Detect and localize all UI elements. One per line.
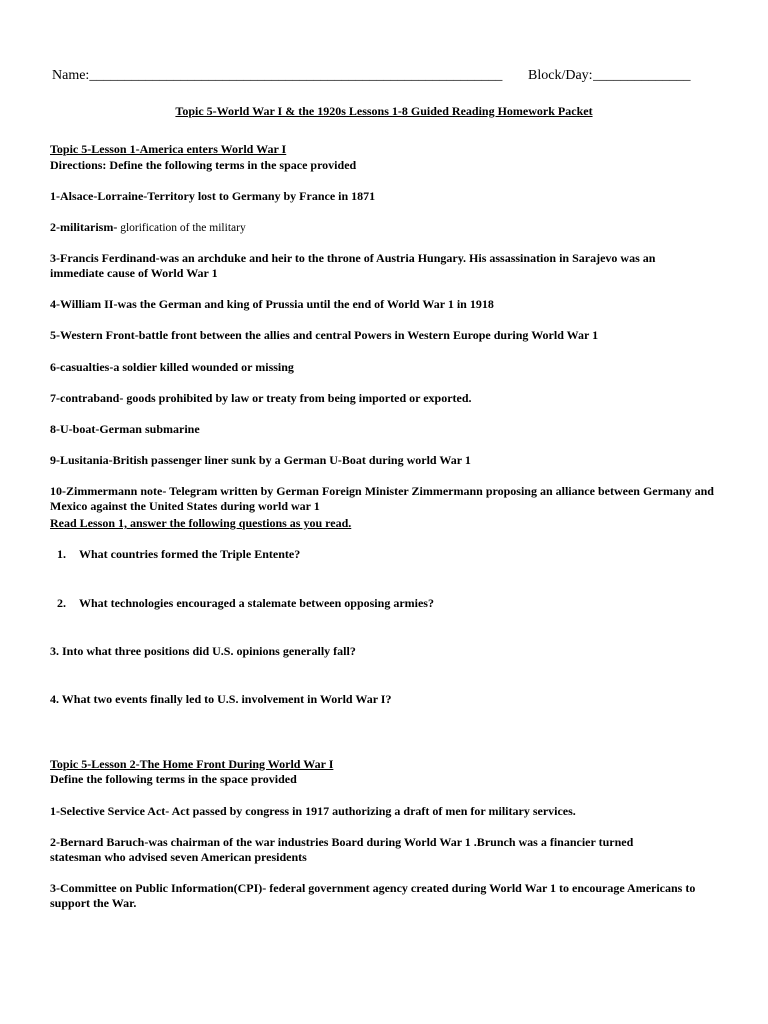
block-day-blank[interactable]: ______________ (592, 68, 691, 83)
lesson2-term-2: 2-Bernard Baruch-was chairman of the war industries Board during World War 1 .Brunch was a financier turned statesman who advised seven American presidents (50, 835, 634, 864)
term-9: 9-Lusitania-British passenger liner sunk by a German U-Boat during world War 1 (50, 453, 471, 467)
lesson1-heading: Topic 5-Lesson 1-America enters World War I (50, 142, 287, 156)
term-2-label: 2-militarism- (50, 220, 118, 234)
lesson1-directions: Directions: Define the following terms in the space provided (50, 158, 357, 172)
name-blank[interactable]: ___________________________________________________________ (89, 68, 503, 83)
term-2 (50, 220, 246, 236)
packet-title: Topic 5-World War I & the 1920s Lessons 1-8 Guided Reading Homework Packet (175, 104, 593, 118)
question-2-text: What technologies encouraged a stalemate between opposing armies? (79, 596, 434, 610)
term-6: 6-casualties-a soldier killed wounded or missing (50, 360, 294, 374)
lesson2-term-1: 1-Selective Service Act- Act passed by congress in 1917 authorizing a draft of men for military services. (50, 804, 576, 818)
question-2 (57, 596, 434, 611)
term-8: 8-U-boat-German submarine (50, 422, 200, 436)
block-day-line (528, 68, 693, 84)
name-label: Name: (52, 68, 90, 83)
question-2-number: 2. (57, 596, 66, 610)
term-1: 1-Alsace-Lorraine-Territory lost to Germany by France in 1871 (50, 189, 376, 203)
term-10: 10-Zimmermann note- Telegram written by German Foreign Minister Zimmermann proposing an alliance between Germany and Mexico against the United States during world war 1 (50, 484, 714, 513)
term-2-answer: glorification of the military (117, 222, 246, 234)
question-4: 4. What two events finally led to U.S. involvement in World War I? (50, 692, 392, 706)
read-instruction: Read Lesson 1, answer the following questions as you read. (50, 516, 352, 530)
question-1 (57, 547, 301, 562)
question-3: 3. Into what three positions did U.S. opinions generally fall? (50, 644, 356, 658)
question-1-text: What countries formed the Triple Entente? (79, 547, 301, 561)
block-day-label: Block/Day: (528, 68, 593, 83)
term-4: 4-William II-was the German and king of Prussia until the end of World War 1 in 1918 (50, 297, 494, 311)
name-line (52, 68, 521, 84)
term-7: 7-contraband- goods prohibited by law or treaty from being imported or exported. (50, 391, 472, 405)
term-5: 5-Western Front-battle front between the allies and central Powers in Western Europe during World War 1 (50, 328, 599, 342)
term-3: 3-Francis Ferdinand-was an archduke and heir to the throne of Austria Hungary. His assassination in Sarajevo was an immediate cause of World War 1 (50, 251, 656, 280)
lesson2-heading: Topic 5-Lesson 2-The Home Front During World War I (50, 757, 334, 771)
lesson2-term-3: 3-Committee on Public Information(CPI)- federal government agency created during World War 1 to encourage Americans to support the War. (50, 881, 696, 910)
question-1-number: 1. (57, 547, 66, 561)
lesson2-directions: Define the following terms in the space provided (50, 772, 297, 786)
